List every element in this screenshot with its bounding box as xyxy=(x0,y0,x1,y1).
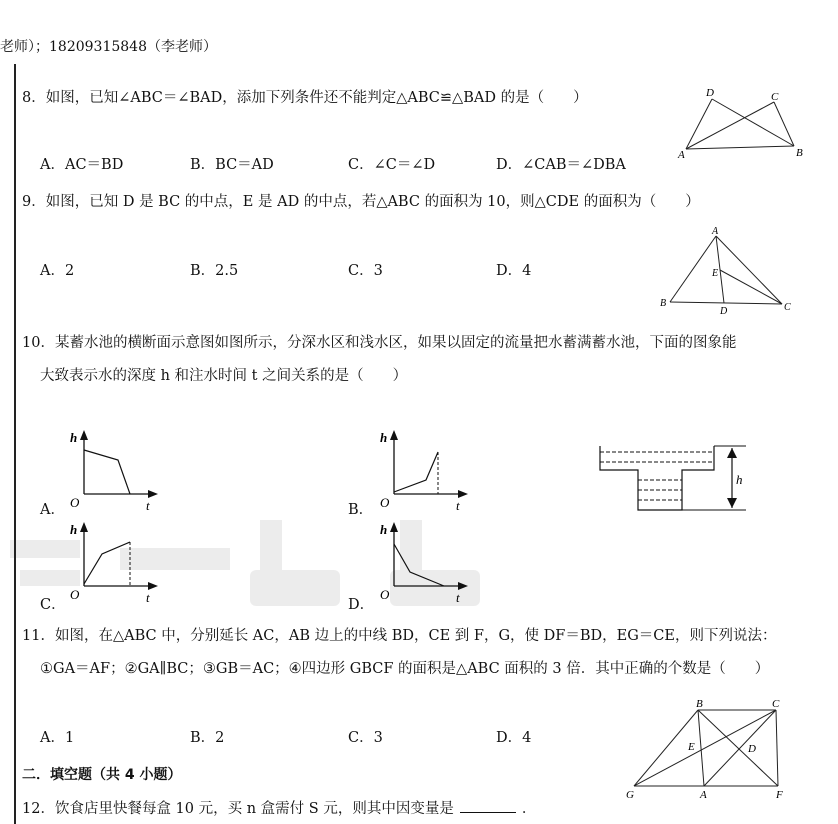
graph-c-h: h xyxy=(70,522,78,537)
section-2-heading: 二．填空题（共 4 小题） xyxy=(22,767,182,783)
q11-label-c: C xyxy=(772,698,780,710)
question-11-line2: ①GA＝AF；②GA∥BC；③GB＝AC；④四边形 GBCF 的面积是△ABC 面积的 3 倍．其中正确的个数是（ ） xyxy=(40,661,770,677)
q9-option-d[interactable]: D．4 xyxy=(496,263,532,279)
q8-option-d[interactable]: D．∠CAB＝∠DBA xyxy=(496,157,626,173)
graph-a-h: h xyxy=(70,430,78,445)
q8-label-d: D xyxy=(706,87,714,99)
q11-option-c[interactable]: C．3 xyxy=(348,730,383,746)
q11-option-d[interactable]: D．4 xyxy=(496,730,532,746)
q10-option-c-letter[interactable]: C． xyxy=(40,597,66,613)
q9-option-a[interactable]: A．2 xyxy=(40,263,75,279)
q10-option-a-letter[interactable]: A． xyxy=(40,502,65,518)
question-12 xyxy=(22,797,536,818)
pool-h-label: h xyxy=(736,472,743,487)
q11-label-d: D xyxy=(748,743,756,755)
q8-label-c: C xyxy=(771,91,779,103)
q11-label-e: E xyxy=(688,741,695,753)
q10-pool-figure xyxy=(596,440,756,516)
q9-label-e: E xyxy=(712,268,719,279)
q11-label-f: F xyxy=(776,789,783,801)
q12-answer-blank[interactable] xyxy=(460,800,516,813)
question-12-text: 12．饮食店里快餐每盒 10 元，买 n 盒需付 S 元，则其中因变量是 xyxy=(22,801,454,817)
q8-label-b: B xyxy=(796,147,803,159)
q8-figure xyxy=(676,84,816,164)
q9-label-a: A xyxy=(712,226,719,237)
question-11-line1: 11．如图，在△ABC 中，分别延长 AC，AB 边上的中线 BD，CE 到 F，G，使 DF＝BD，EG＝CE，则下列说法： xyxy=(22,628,777,644)
q9-figure xyxy=(656,224,796,316)
q11-label-a: A xyxy=(700,789,707,801)
margin-line xyxy=(14,64,16,824)
graph-b-t: t xyxy=(456,498,460,513)
graph-d-h: h xyxy=(380,522,388,537)
q10-option-b-letter[interactable]: B． xyxy=(348,502,374,518)
question-8-text: 8．如图，已知∠ABC＝∠BAD，添加下列条件还不能判定△ABC≌△BAD 的是（ ） xyxy=(22,90,588,106)
q11-figure xyxy=(620,696,800,804)
q9-label-d: D xyxy=(720,306,728,316)
q9-option-c[interactable]: C．3 xyxy=(348,263,383,279)
q9-option-b[interactable]: B．2.5 xyxy=(190,263,239,279)
q8-option-c[interactable]: C．∠C＝∠D xyxy=(348,157,436,173)
q11-option-b[interactable]: B．2 xyxy=(190,730,225,746)
graph-a-o: O xyxy=(70,495,80,510)
graph-a-t: t xyxy=(146,498,150,513)
q10-graph-d xyxy=(372,520,482,606)
question-10-line1: 10．某蓄水池的横断面示意图如图所示，分深水区和浅水区，如果以固定的流量把水蓄满蓄水池，下面的图象能 xyxy=(22,335,737,351)
q8-option-a[interactable]: A．AC＝BD xyxy=(40,157,124,173)
graph-b-h: h xyxy=(380,430,388,445)
q11-option-a[interactable]: A．1 xyxy=(40,730,75,746)
q8-option-b[interactable]: B．BC＝AD xyxy=(190,157,274,173)
q9-label-c: C xyxy=(784,302,791,313)
graph-d-o: O xyxy=(380,587,390,602)
graph-c-o: O xyxy=(70,587,80,602)
q8-label-a: A xyxy=(678,149,685,161)
q11-label-b: B xyxy=(696,698,703,710)
question-9-text: 9．如图，已知 D 是 BC 的中点，E 是 AD 的中点，若△ABC 的面积为 10，则△CDE 的面积为（ ） xyxy=(22,194,700,210)
contact-header: 老师）；18209315848（李老师） xyxy=(0,39,217,55)
graph-c-t: t xyxy=(146,590,150,605)
q10-graph-c xyxy=(62,520,172,606)
question-10-line2: 大致表示水的深度 h 和注水时间 t 之间关系的是（ ） xyxy=(40,368,408,384)
q10-option-d-letter[interactable]: D． xyxy=(348,597,375,613)
q10-graph-a xyxy=(62,428,172,514)
q10-graph-b xyxy=(372,428,482,514)
graph-d-t: t xyxy=(456,590,460,605)
q11-label-g: G xyxy=(626,789,634,801)
question-12-end: ． xyxy=(521,801,537,817)
graph-b-o: O xyxy=(380,495,390,510)
q9-label-b: B xyxy=(660,298,667,309)
